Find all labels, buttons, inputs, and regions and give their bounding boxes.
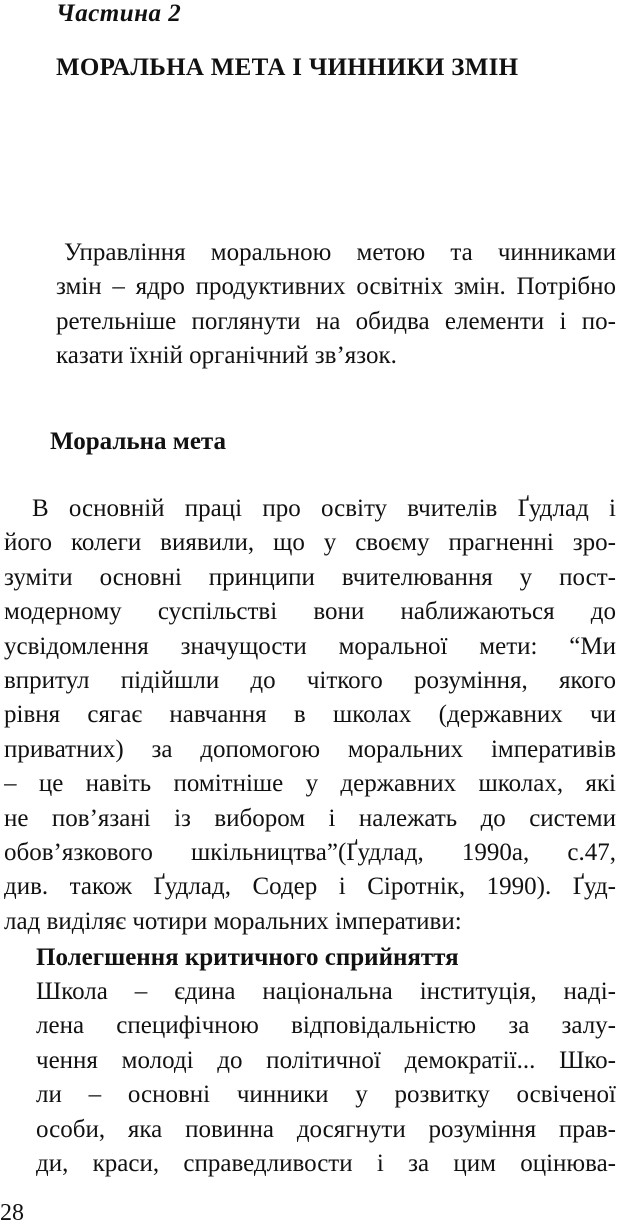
text-line: Школа – єдина національна інституція, наді- — [36, 978, 616, 1005]
intro-paragraph — [4, 236, 616, 374]
text-line: рівня сягає навчання в школах (державних чи — [4, 701, 616, 729]
part-label: Частина 2 — [56, 0, 182, 27]
text-line: зуміти основні принципи вчителювання у пост- — [4, 563, 616, 591]
subsection-heading: Полегшення критичного сприйняття — [36, 944, 459, 971]
text-line: обов’язкового шкільництва”(Ґудлад, 1990а, с.47, — [4, 838, 616, 866]
text-line: див. також Ґудлад, Содер і Сіротнік, 1990). Ґуд- — [4, 873, 616, 901]
page-number: 28 — [0, 1200, 24, 1226]
text-line: казати їхній органічний зв’язок. — [56, 342, 397, 370]
text-line: лена специфічною відповідальністю за залу- — [36, 1012, 616, 1040]
quote-paragraph — [4, 975, 616, 1181]
section-paragraph — [4, 492, 616, 939]
text-line: ретельніше поглянути на обидва елементи і по- — [56, 307, 616, 335]
text-line: ли – основні чинники у розвитку освіченої — [36, 1081, 616, 1109]
text-line: модерному суспільстві вони наближаються до — [4, 598, 616, 626]
text-line: – це навіть помітніше у державних школах, які — [4, 770, 616, 798]
text-line: ди, краси, справедливости і за цим оцінюва- — [36, 1149, 616, 1177]
text-line: усвідомлення значущости моральної мети: “Ми — [4, 632, 616, 660]
text-line: його колеги виявили, що у своєму прагненні зро- — [4, 529, 616, 557]
text-line: не пов’язані із вибором і належать до системи — [4, 804, 616, 832]
text-line: особи, яка повинна досягнути розуміння прав- — [36, 1115, 616, 1143]
section-heading: Моральна мета — [50, 428, 227, 455]
text-line: лад виділяє чотири моральних імперативи: — [4, 907, 462, 935]
text-line: чення молоді до політичної демократії... Шко- — [36, 1046, 616, 1074]
text-line: В основній праці про освіту вчителів Ґудлад і — [32, 495, 616, 522]
text-line: приватних) за допомогою моральних імперативів — [4, 735, 616, 763]
text-line: Управління моральною метою та чинниками — [64, 239, 616, 266]
text-line: змін – ядро продуктивних освітніх змін. Потрібно — [56, 273, 616, 301]
chapter-title: МОРАЛЬНА МЕТА І ЧИННИКИ ЗМІН — [56, 54, 519, 81]
text-line: впритул підійшли до чіткого розуміння, якого — [4, 666, 616, 694]
